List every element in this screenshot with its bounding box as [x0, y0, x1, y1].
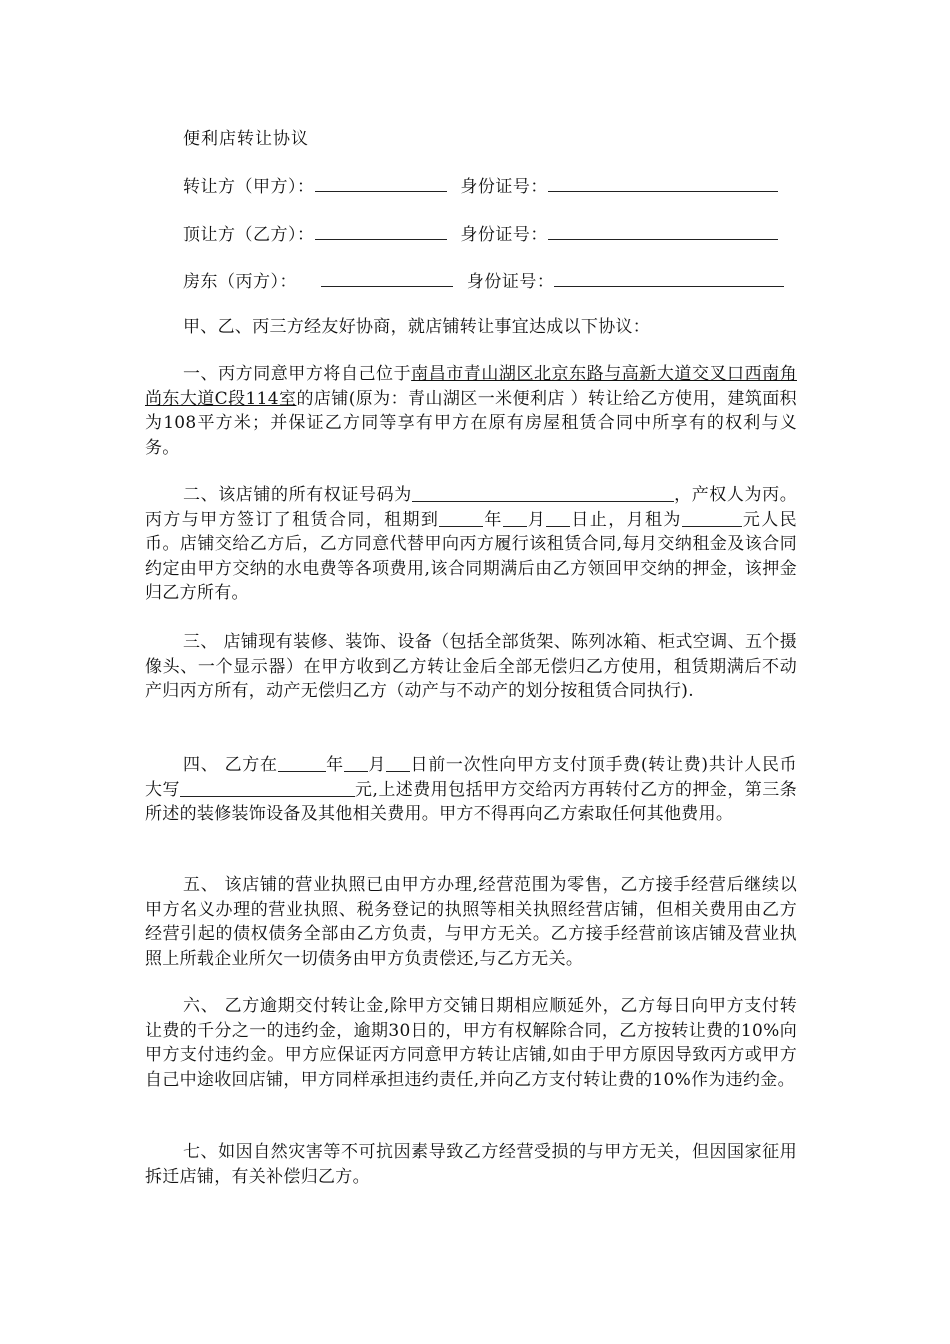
clause-6: 六、 乙方逾期交付转让金,除甲方交铺日期相应顺延外，乙方每日向甲方支付转让费的千分之一的违约金，逾期30日的，甲方有权解除合同，乙方按转让费的10%向甲方支付违约金。甲方应保证丙方同意甲方转让店铺,如由于甲方原因导致丙方或甲方自己中途收回店铺，甲方同样承担违约责任,并向乙方支付转让费的10%作为违约金。 [145, 996, 797, 1090]
clause-2-year-label: 年 [483, 509, 503, 530]
clause-4-month-label: 月 [367, 755, 387, 775]
party-landlord-id-blank [554, 270, 784, 287]
clause-4 [145, 753, 797, 827]
party-transferee-name-blank [315, 223, 447, 240]
clause-2-rent-blank [682, 511, 742, 527]
party-transferee-label: 顶让方（乙方）： [183, 225, 315, 245]
clause-7: 七、如因自然灾害等不可抗因素导致乙方经营受损的与甲方无关，但因国家征用拆迁店铺，有关补偿归乙方。 [145, 1142, 797, 1187]
clause-4-text-c: 元,上述费用包括甲方交给丙方再转付乙方的押金，第三条所述的装修装饰设备及其他相关费用。甲方不得再向乙方索取任何其他费用。 [145, 779, 797, 824]
clause-1-text-a: 一、丙方同意甲方将自己位于 [183, 364, 412, 384]
party-transferor-name-blank [315, 175, 447, 192]
clause-4-year-blank [278, 756, 326, 772]
clause-2-cert-blank [412, 486, 674, 502]
clause-3: 三、 店铺现有装修、装饰、设备（包括全部货架、陈列冰箱、柜式空调、五个摄像头、一个显示器）在甲方收到乙方转让金后全部无偿归乙方使用，租赁期满后不动产归丙方所有，动产无偿归乙方（动产与不动产的划分按租赁合同执行). [145, 632, 797, 701]
clause-4-year-label: 年 [325, 755, 344, 775]
party-landlord-id-label: 身份证号： [466, 272, 555, 292]
intro-paragraph: 甲、乙、丙三方经友好协商，就店铺转让事宜达成以下协议： [183, 317, 651, 337]
party-landlord-name-blank [321, 270, 453, 287]
clause-2-month-blank [503, 511, 527, 527]
party-transferee-row [183, 220, 778, 245]
clause-1-address: 南昌市青山湖区北京东路与高新大道交叉口西南角尚东大道C段114室 [145, 364, 797, 409]
clause-2-month-label: 月 [526, 509, 547, 530]
clause-2-day-blank [546, 511, 570, 527]
clause-1-text-b: 的店铺(原为：青山湖区一米便利店 ）转让给乙方使用，建筑面积为108平方米；并保证乙方同等享有甲方在原有房屋租赁合同中所享有的权利与义务。 [145, 388, 797, 458]
clause-5: 五、 该店铺的营业执照已由甲方办理,经营范围为零售，乙方接手经营后继续以甲方名义办理的营业执照、税务登记的执照等相关执照经营店铺，但相关费用由乙方经营引起的债权债务全部由乙方负责，与甲方无关。乙方接手经营前该店铺及营业执照上所载企业所欠一切债务由甲方负责偿还,与乙方无关。 [145, 875, 797, 969]
clause-4-month-blank [344, 756, 368, 772]
clause-1 [145, 362, 797, 460]
clause-2-year-blank [439, 511, 483, 527]
clause-4-amount-blank [180, 781, 355, 797]
clause-4-text-a: 四、 乙方在 [183, 755, 278, 775]
clause-2-text-a: 二、该店铺的所有权证号码为 [183, 485, 412, 505]
party-landlord-row [183, 267, 784, 292]
clause-2-text-c: 元人民币。店铺交给乙方后，乙方同意代替甲向丙方履行该租赁合同,每月交纳租金及该合同约定由甲方交纳的水电费等各项费用,该合同期满后由乙方领回甲交纳的押金，该押金归乙方所有。 [145, 509, 797, 603]
party-transferor-id-label: 身份证号： [460, 177, 548, 197]
clause-4-text-b: 日前一次性向甲方支付顶手费(转让费)共计人民币大写 [145, 755, 797, 800]
document-title: 便利店转让协议 [183, 129, 309, 149]
clause-2-text-b: ，产权人为丙。丙方与甲方签订了租赁合同，租期到 [145, 485, 797, 530]
clause-2-day-label: 日止，月租为 [570, 509, 682, 530]
party-transferor-label: 转让方（甲方）： [183, 177, 315, 197]
party-transferee-id-blank [548, 223, 778, 240]
party-transferor-row [183, 172, 778, 197]
party-landlord-label: 房东（丙方）： [183, 272, 297, 292]
party-transferee-id-label: 身份证号： [460, 225, 548, 245]
clause-2 [145, 483, 797, 606]
party-transferor-id-blank [548, 175, 778, 192]
clause-4-day-blank [386, 756, 410, 772]
